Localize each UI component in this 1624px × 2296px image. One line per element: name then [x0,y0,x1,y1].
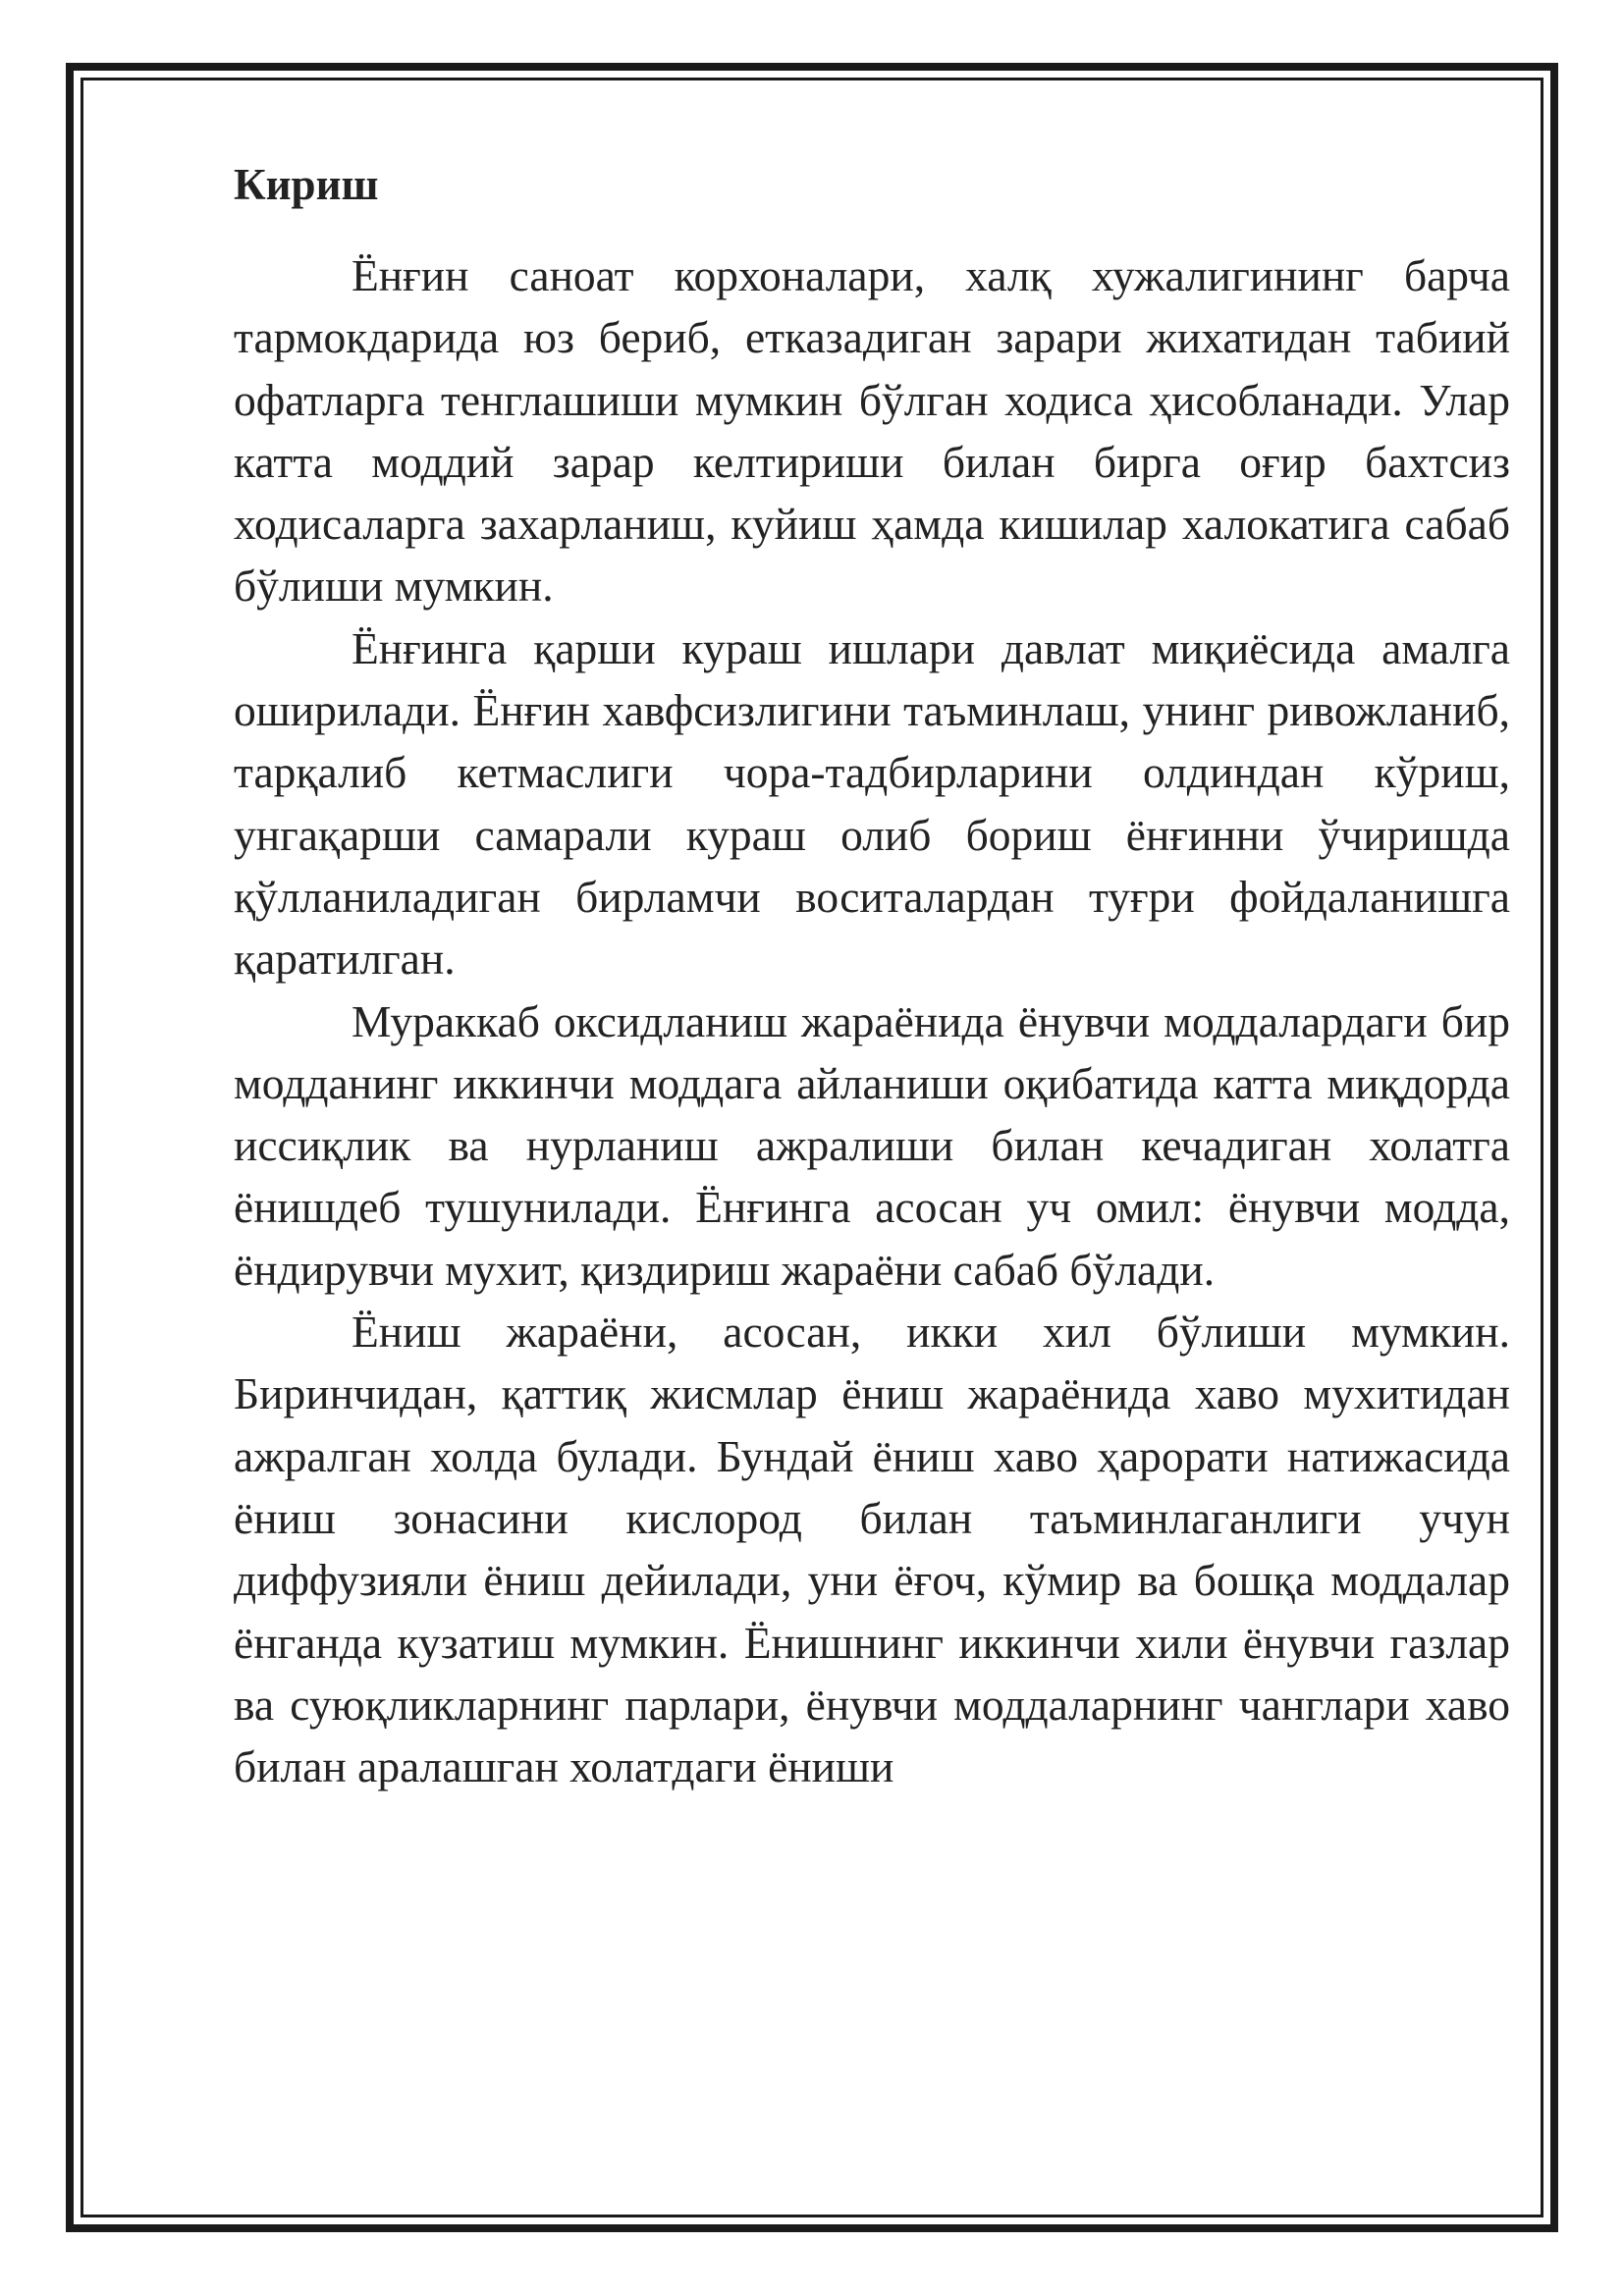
section-heading: Кириш [234,160,379,209]
paragraph-2: Ёнғинга қарши кураш ишлари давлат миқиёсида амалга оширилади. Ёнғин хавфсизлигини таъминлаш, унинг ривожланиб, тарқалиб кетмаслиги чора-тадбирларини олдиндан кўриш, унгақарши самарали кураш олиб бориш ёнғинни ўчиришда қўлланиладиган бирламчи воситалардан туғри фойдаланишга қаратилган. [234,622,1510,985]
document-body [234,152,1510,1797]
paragraph-1: Ёнғин саноат корхоналари, халқ хужалигининг барча тармокдарида юз бериб, етказадиган зарари жихатидан табиий офатларга тенглашиши мумкин бўлган ходиса ҳисобланади. Улар катта моддий зарар келтириши билан бирга оғир бахтсиз ходисаларга захарланиш, куйиш ҳамда кишилар халокатига сабаб бўлиши мумкин. [234,250,1510,612]
paragraph-3: Мураккаб оксидланиш жараёнида ёнувчи моддалардаги бир модданинг иккинчи моддага айланиши оқибатида катта миқдорда иссиқлик ва нурланиш ажралиши билан кечадиган холатга ёнишдеб тушунилади. Ёнғинга асосан уч омил: ёнувчи модда, ёндирувчи мухит, қиздириш жараёни сабаб бўлади. [234,995,1510,1295]
paragraph-4: Ёниш жараёни, асосан, икки хил бўлиши мумкин. Биринчидан, қаттиқ жисмлар ёниш жараёнида хаво мухитидан ажралган холда булади. Бундай ёниш хаво ҳарорати натижасида ёниш зонасини кислород билан таъминлаганлиги учун диффузияли ёниш дейилади, уни ёғоч, кўмир ва бошқа моддалар ёнганда кузатиш мумкин. Ёнишнинг иккинчи хили ёнувчи газлар ва суюқликларнинг парлари, ёнувчи моддаларнинг чанглари хаво билан аралашган холатдаги ёниши [234,1307,1510,1792]
